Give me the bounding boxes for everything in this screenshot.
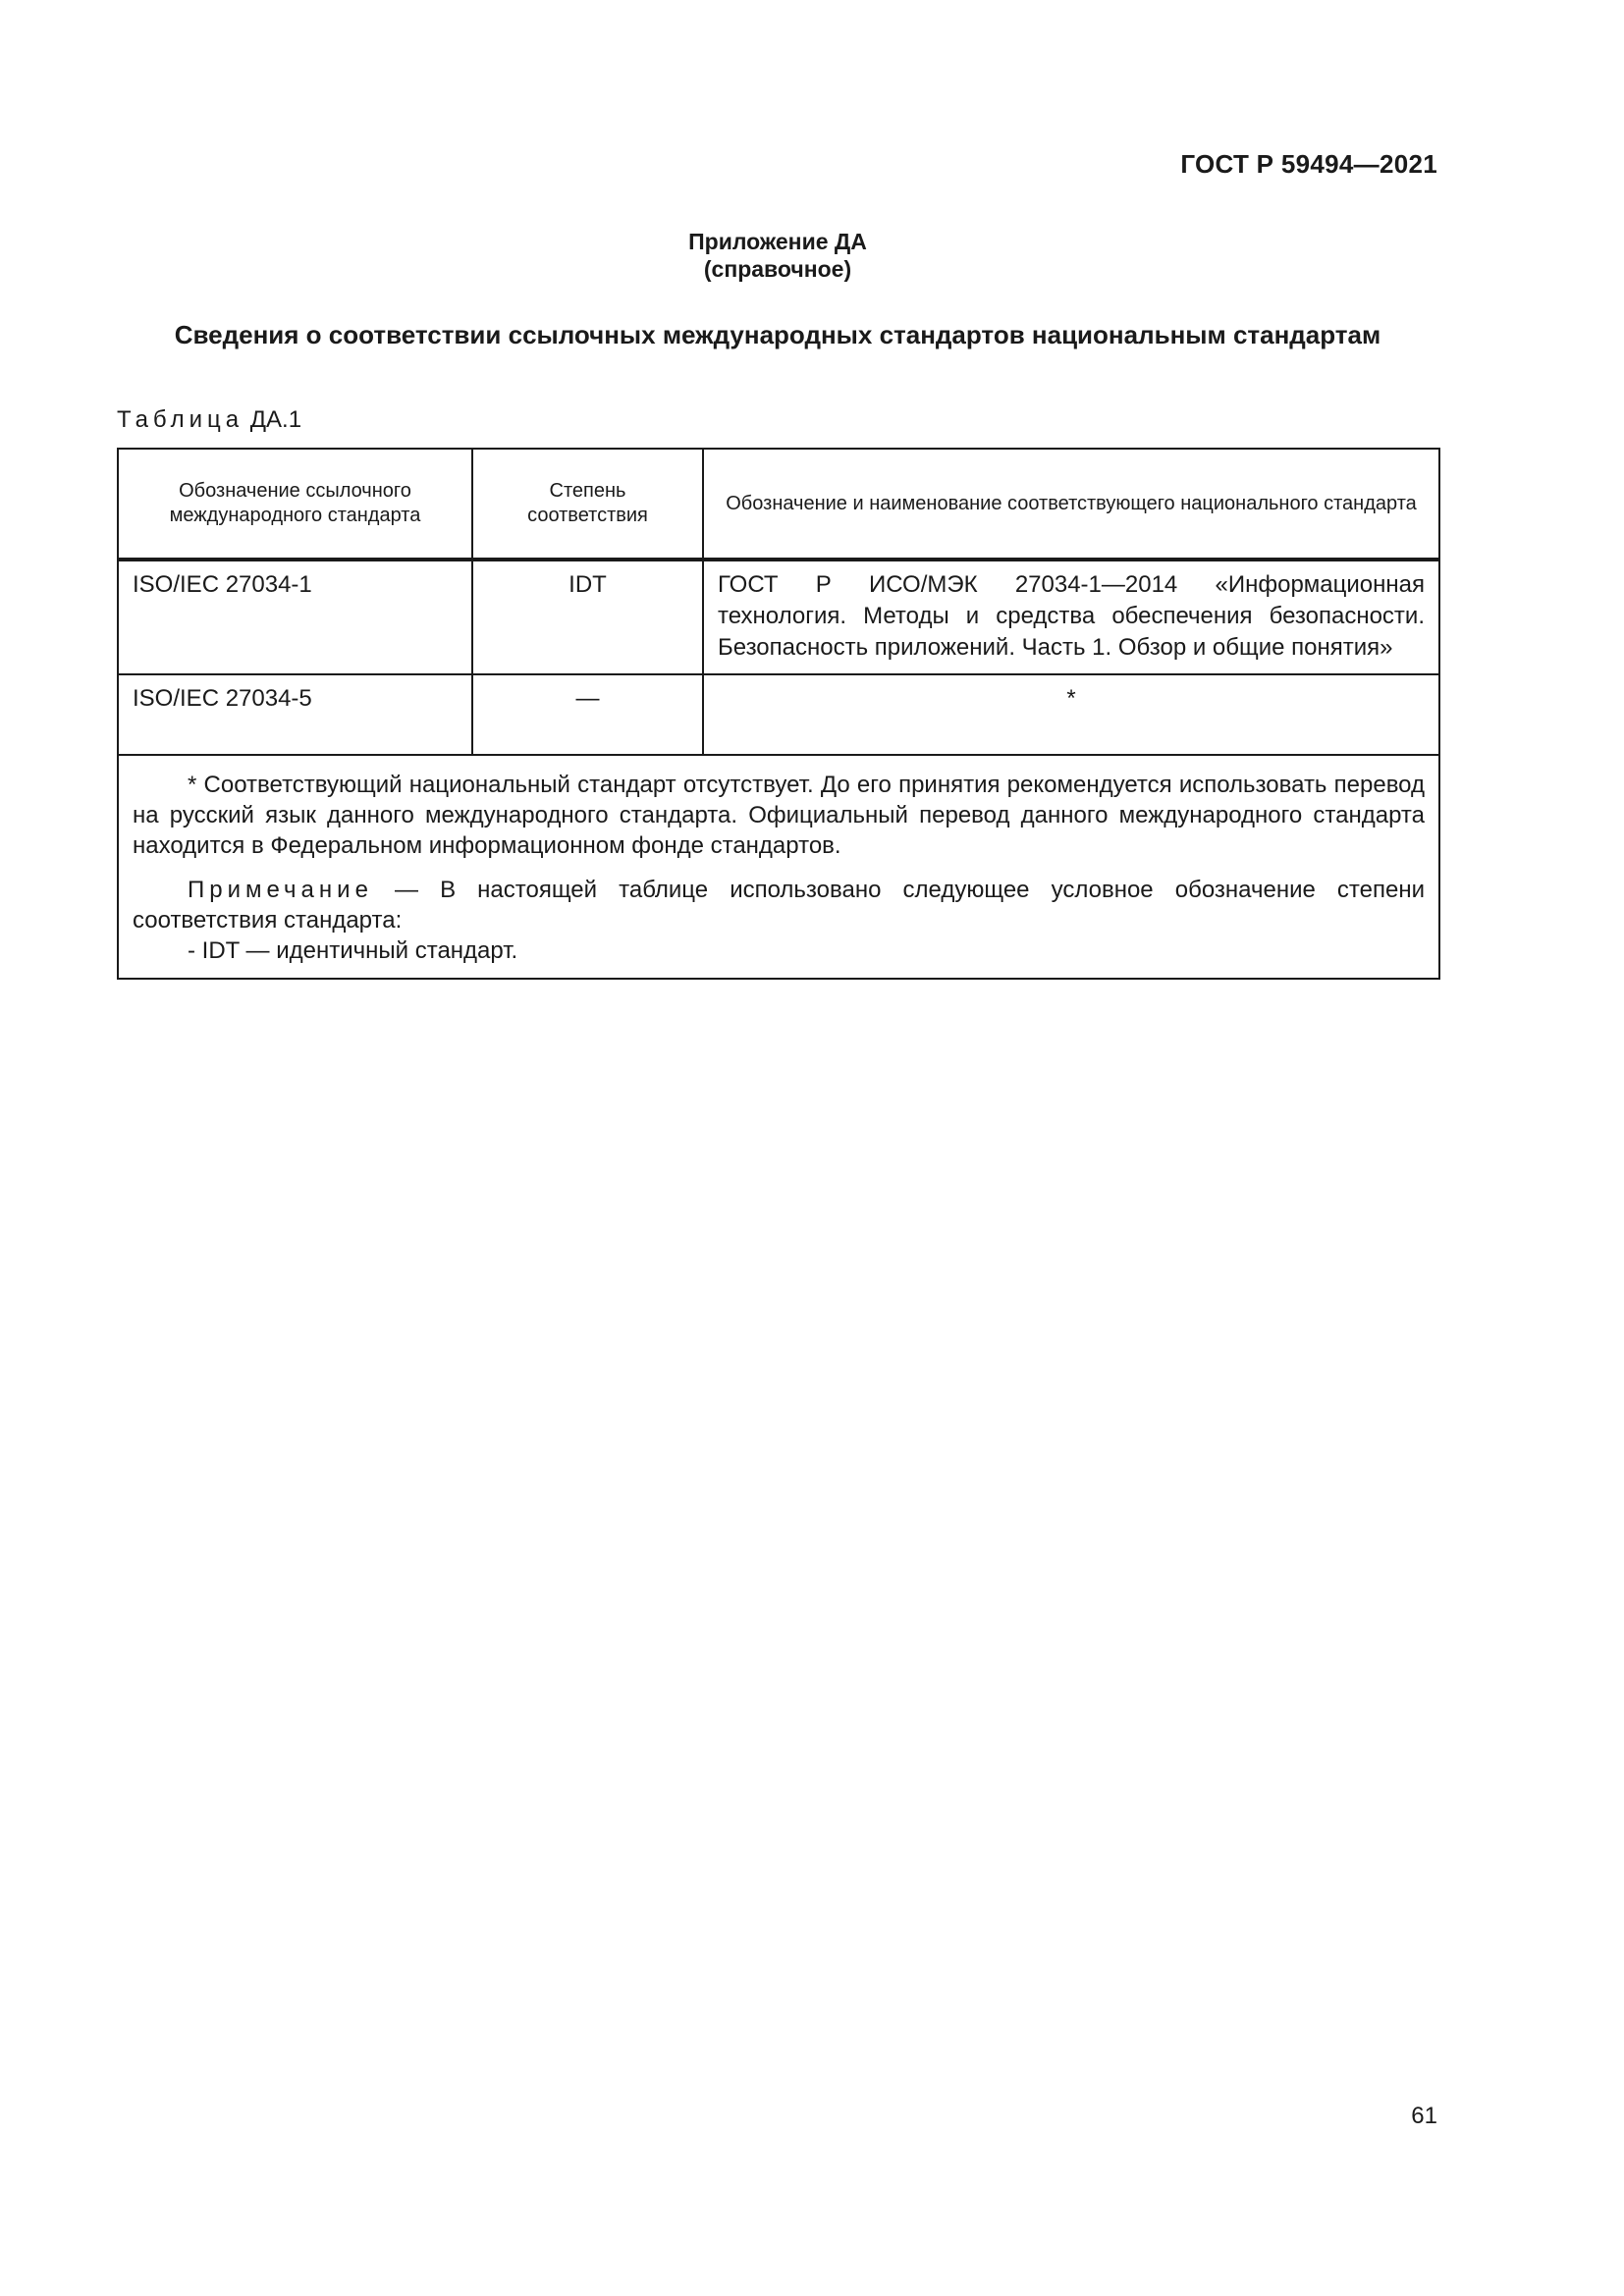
table-note: [133, 875, 1425, 935]
column-header-national-standard: Обозначение и наименование соответствующего национального стандарта: [703, 449, 1439, 560]
cell-national-standard: ГОСТ Р ИСО/МЭК 27034-1—2014 «Информационная технология. Методы и средства обеспечения безопасности. Безопасность приложений. Часть 1. Обзор и общие понятия»: [703, 560, 1439, 674]
page-number: 61: [1411, 2103, 1437, 2129]
table-row: [118, 674, 1439, 755]
document-code: ГОСТ Р 59494—2021: [1180, 149, 1437, 179]
cell-intl-standard: ISO/IEC 27034-1: [118, 560, 472, 674]
appendix-heading: [0, 228, 1555, 283]
table-caption-number: ДА.1: [249, 406, 302, 433]
table-notes-row: [118, 755, 1439, 979]
cell-intl-standard: ISO/IEC 27034-5: [118, 674, 472, 755]
standards-table: [117, 448, 1440, 980]
column-header-degree: Степень соответствия: [472, 449, 703, 560]
table-header-row: [118, 449, 1439, 560]
cell-degree: —: [472, 674, 703, 755]
table-footnote: * Соответствующий национальный стандарт отсутствует. До его принятия рекомендуется использовать перевод на русский язык данного международного стандарта. Официальный перевод данного международного стандарта находится в Федеральном информационном фонде стандартов.: [133, 772, 1425, 859]
table-notes: [118, 755, 1439, 979]
cell-degree: IDT: [472, 560, 703, 674]
note-item: - IDT — идентичный стандарт.: [188, 937, 518, 964]
note-label: Примечание: [188, 877, 373, 903]
table-row: [118, 560, 1439, 674]
table-caption-label: Таблица: [117, 406, 244, 433]
appendix-subtitle: (справочное): [703, 256, 852, 282]
section-title: Сведения о соответствии ссылочных международных стандартов национальным стандартам: [174, 320, 1381, 349]
column-header-intl-standard: Обозначение ссылочного международного стандарта: [118, 449, 472, 560]
cell-national-standard: *: [703, 674, 1439, 755]
appendix-title: Приложение ДА: [688, 229, 867, 254]
table-caption: [117, 406, 301, 434]
note-text: — В настоящей таблице использовано следующее условное обозначение степени соответствия стандарта:: [133, 877, 1425, 934]
